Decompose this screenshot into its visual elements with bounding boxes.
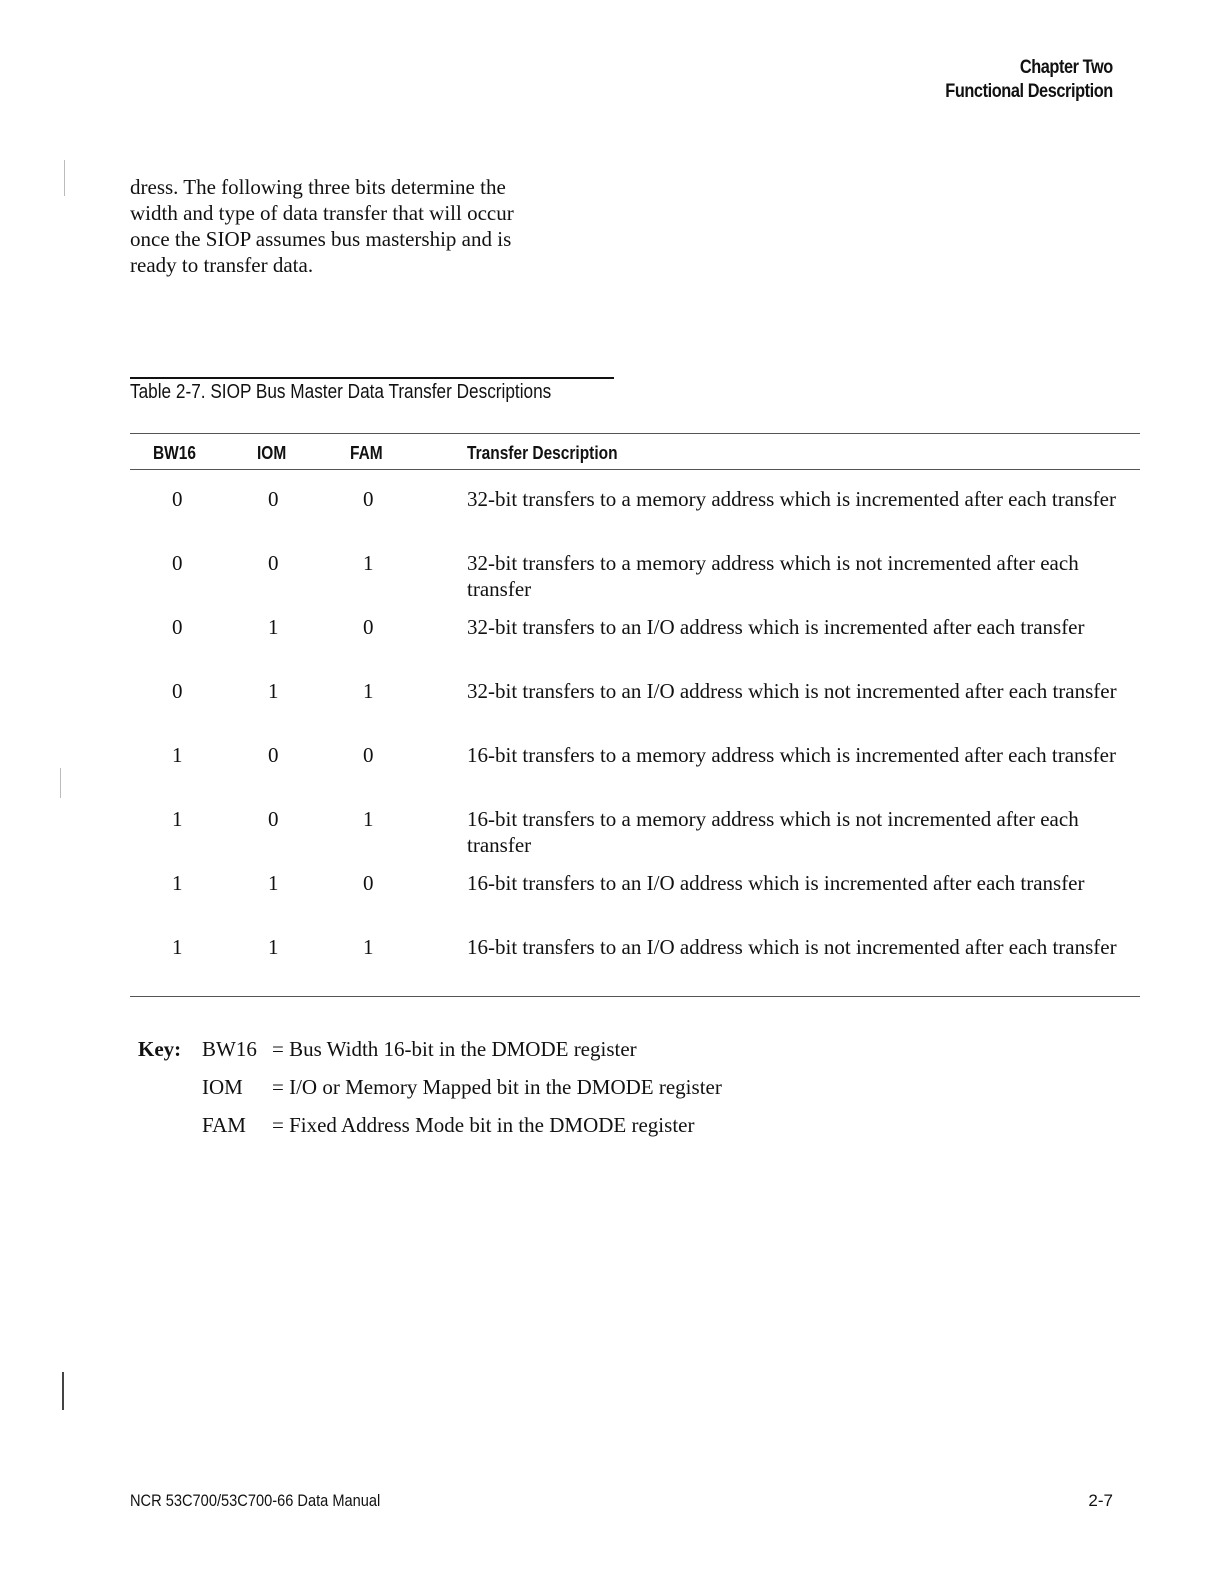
table-row (0, 550, 1225, 614)
cell-description: 32-bit transfers to an I/O address which is incremented after each transfer (467, 615, 1085, 639)
cell-bw16: 0 (172, 487, 183, 511)
cell-fam: 1 (363, 807, 374, 831)
cell-bw16: 1 (172, 871, 183, 895)
chapter-title: Chapter Two (1019, 57, 1113, 78)
intro-paragraph (130, 174, 600, 278)
column-header-bw16: BW16 (153, 443, 197, 463)
intro-line: width and type of data transfer that will occur (130, 201, 514, 225)
cell-bw16: 0 (172, 551, 183, 575)
table-row (0, 806, 1225, 870)
key-abbr: BW16 (202, 1037, 257, 1061)
cell-bw16: 1 (172, 743, 183, 767)
cell-fam: 0 (363, 743, 374, 767)
page-number: 2-7 (1088, 1491, 1113, 1510)
key-definition: = Fixed Address Mode bit in the DMODE register (272, 1113, 695, 1137)
cell-iom: 1 (268, 871, 279, 895)
cell-iom: 0 (268, 551, 279, 575)
cell-fam: 1 (363, 551, 374, 575)
cell-description: 16-bit transfers to a memory address which is incremented after each transfer (467, 743, 1116, 767)
cell-fam: 0 (363, 871, 374, 895)
table-top-rule (130, 433, 1140, 434)
intro-line: dress. The following three bits determine the (130, 175, 506, 199)
cell-description: 16-bit transfers to a memory address which is not incremented after each transfer (467, 807, 1079, 857)
key-definition: = Bus Width 16-bit in the DMODE register (272, 1037, 637, 1061)
running-header (918, 56, 1113, 104)
key-abbr: FAM (202, 1113, 246, 1137)
key-definition: = I/O or Memory Mapped bit in the DMODE register (272, 1075, 722, 1099)
cell-fam: 0 (363, 615, 374, 639)
table-row (0, 870, 1225, 934)
cell-bw16: 0 (172, 679, 183, 703)
table-row (0, 614, 1225, 678)
cell-description: 32-bit transfers to a memory address which is incremented after each transfer (467, 487, 1116, 511)
cell-iom: 1 (268, 935, 279, 959)
cell-fam: 0 (363, 487, 374, 511)
scan-mark (62, 1372, 64, 1410)
cell-iom: 1 (268, 679, 279, 703)
table-header-rule (130, 469, 1140, 470)
cell-bw16: 0 (172, 615, 183, 639)
intro-line: once the SIOP assumes bus mastership and is (130, 227, 512, 251)
table-row (0, 934, 1225, 998)
key-label: Key: (138, 1037, 182, 1061)
table-row (0, 486, 1225, 550)
cell-iom: 0 (268, 807, 279, 831)
cell-iom: 1 (268, 615, 279, 639)
cell-description: 16-bit transfers to an I/O address which is incremented after each transfer (467, 871, 1085, 895)
cell-description: 32-bit transfers to a memory address which is not incremented after each transfer (467, 551, 1079, 601)
cell-description: 32-bit transfers to an I/O address which is not incremented after each transfer (467, 679, 1117, 703)
intro-line: ready to transfer data. (130, 253, 314, 277)
table-row (0, 742, 1225, 806)
cell-iom: 0 (268, 487, 279, 511)
table-caption: Table 2-7. SIOP Bus Master Data Transfer Descriptions (130, 381, 552, 403)
section-title: Functional Description (945, 81, 1113, 102)
cell-description: 16-bit transfers to an I/O address which is not incremented after each transfer (467, 935, 1117, 959)
cell-fam: 1 (363, 935, 374, 959)
cell-iom: 0 (268, 743, 279, 767)
column-header-fam: FAM (350, 443, 383, 463)
column-header-description: Transfer Description (467, 443, 618, 463)
table-body (0, 486, 1225, 998)
cell-bw16: 1 (172, 807, 183, 831)
scan-mark (60, 768, 61, 798)
key-abbr: IOM (202, 1075, 243, 1099)
column-header-iom: IOM (257, 443, 287, 463)
footer-manual-title: NCR 53C700/53C700-66 Data Manual (130, 1491, 381, 1510)
cell-bw16: 1 (172, 935, 183, 959)
table-row (0, 678, 1225, 742)
scan-mark (64, 160, 65, 196)
cell-fam: 1 (363, 679, 374, 703)
